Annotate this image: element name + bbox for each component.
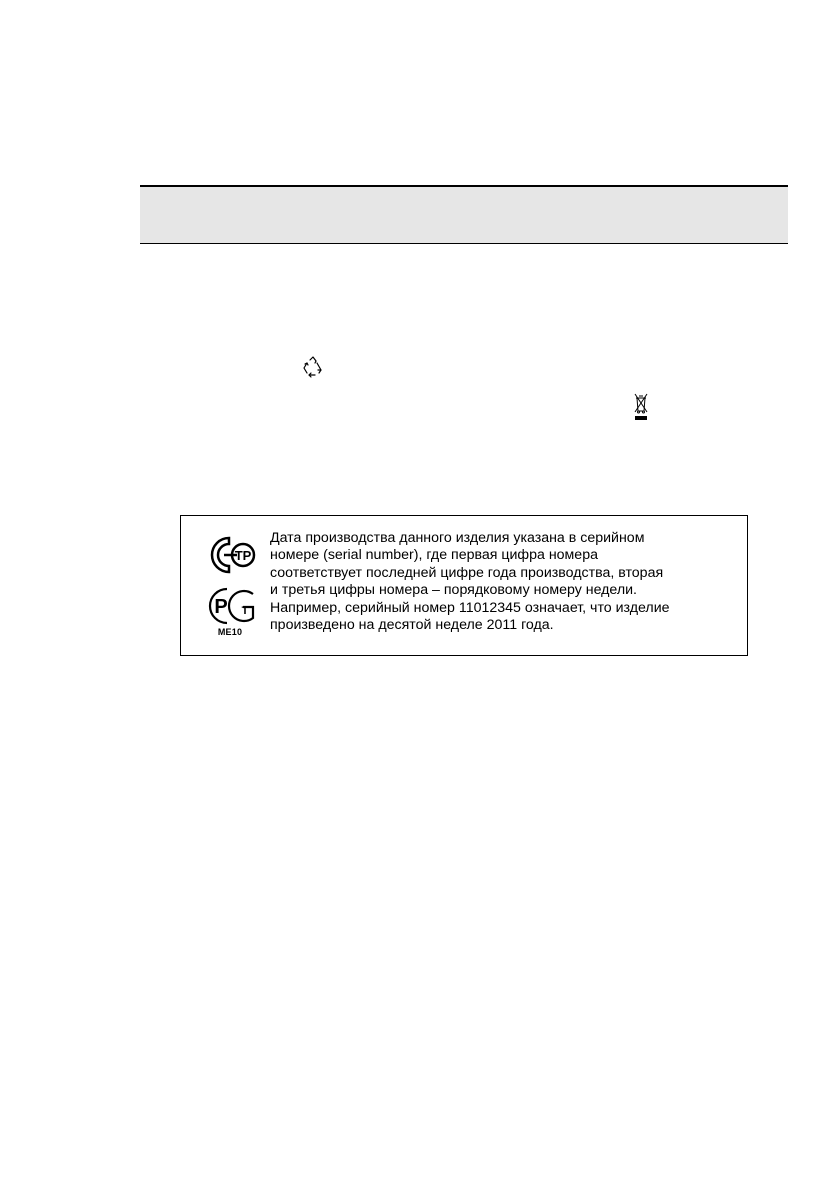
pct-mark-letter-t: Т xyxy=(241,605,249,617)
table-row-2 xyxy=(140,215,788,244)
text-line: Дата производства данного изделия указана в серийном xyxy=(270,530,645,546)
production-date-box xyxy=(180,515,748,656)
pct-mark-letter-p: Р xyxy=(214,596,228,618)
text-line: и третья цифры номера – порядковому номеру недели. xyxy=(270,582,637,599)
crossed-bin-icon xyxy=(633,392,649,422)
production-date-text xyxy=(270,530,740,634)
table-row-1 xyxy=(140,185,788,217)
text-line: Например, серийный номер 11012345 означает, что изделие xyxy=(270,599,670,616)
eac-mark-letters: ТР xyxy=(234,548,252,563)
recycle-icon xyxy=(302,356,324,380)
text-line: номере (serial number), где первая цифра номера xyxy=(270,547,598,564)
text-line: произведено на десятой неделе 2011 года. xyxy=(270,617,554,634)
certification-code: ME10 xyxy=(217,627,243,637)
eac-certification-mark xyxy=(203,534,259,576)
pct-certification-mark xyxy=(203,586,257,626)
text-line: соответствует последней цифре года производства, вторая xyxy=(270,564,664,581)
